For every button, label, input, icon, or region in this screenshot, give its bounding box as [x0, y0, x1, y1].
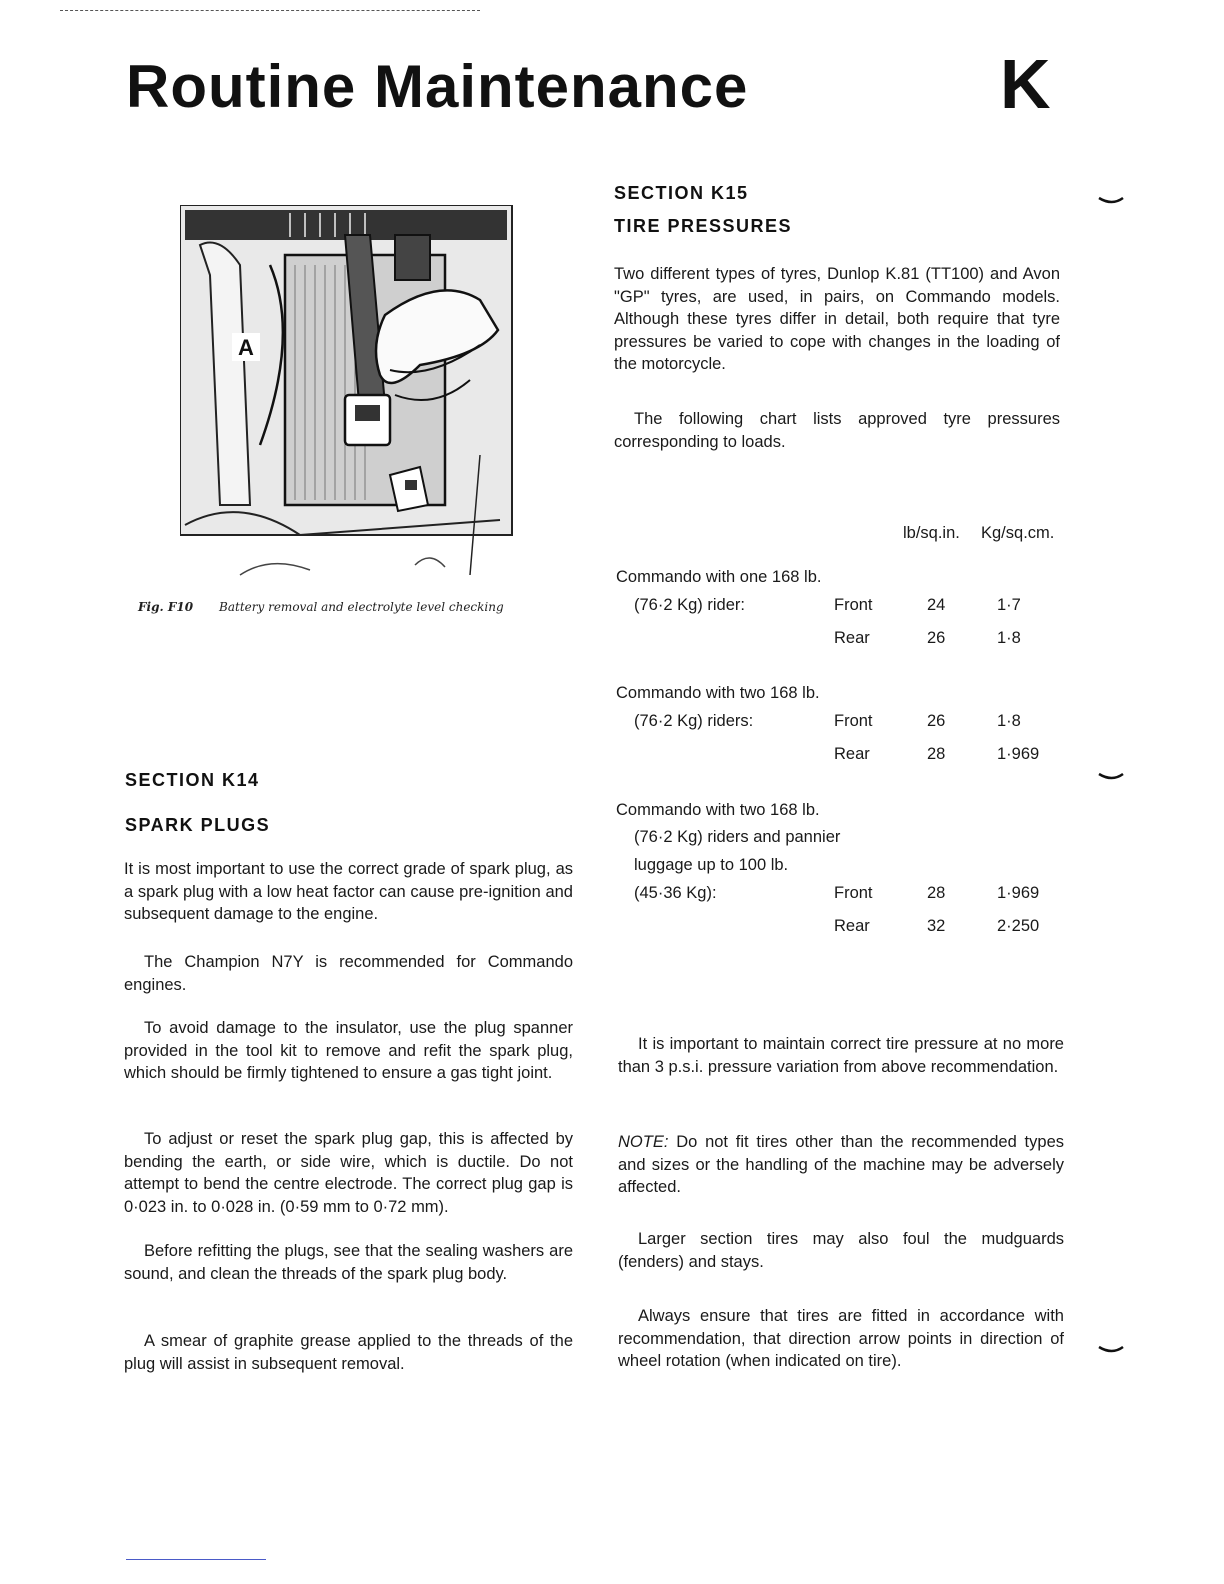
tyre-position: Front: [834, 884, 873, 902]
tyre-position: Rear: [834, 629, 870, 647]
figure-number: Fig. F10: [138, 600, 194, 614]
load-description: Commando with two 168 lb.: [616, 801, 820, 819]
pressure-kg: 1·969: [997, 884, 1040, 902]
tyre-position: Front: [834, 712, 873, 730]
tyre-position: Rear: [834, 745, 870, 763]
note-text: Do not fit tires other than the recommended types and sizes or the handling of the machine may be adversely affected.: [618, 1133, 1064, 1196]
k14-paragraph-6: A smear of graphite grease applied to the threads of the plug will assist in subsequent removal.: [124, 1332, 573, 1373]
figure-caption-text: Battery removal and electrolyte level checking: [219, 600, 504, 614]
unit-header-kg: Kg/sq.cm.: [981, 524, 1055, 542]
pressure-psi: 28: [927, 745, 946, 763]
section-k14-subheading: SPARK PLUGS: [125, 815, 271, 835]
k14-paragraph-5: Before refitting the plugs, see that the sealing washers are sound, and clean the threads of the spark plug body.: [124, 1242, 573, 1283]
section-k15-subheading: TIRE PRESSURES: [614, 216, 793, 236]
pressure-kg: 2·250: [997, 917, 1040, 935]
pressure-psi: 32: [927, 917, 946, 935]
load-description: luggage up to 100 lb.: [634, 856, 789, 874]
section-k15-heading: SECTION K15: [614, 183, 749, 203]
load-description: Commando with two 168 lb.: [616, 684, 820, 702]
k15-paragraph-2: The following chart lists approved tyre pressures corresponding to loads.: [614, 410, 1060, 451]
tyre-position: Front: [834, 596, 873, 614]
figure-label-a: A: [238, 335, 254, 360]
k15-closing-paragraph-2: Always ensure that tires are fitted in accordance with recommendation, that direction arrow points in direction of wheel rotation (when indicated on tire).: [618, 1307, 1064, 1370]
load-description: (76·2 Kg) rider:: [634, 596, 745, 614]
margin-mark: [1098, 772, 1124, 782]
section-k14-heading: SECTION K14: [125, 770, 260, 790]
pressure-kg: 1·7: [997, 596, 1021, 614]
k14-paragraph-1: It is most important to use the correct grade of spark plug, as a spark plug with a low heat factor can cause pre-ignition and subsequent damage to the engine.: [124, 860, 573, 923]
pressure-psi: 28: [927, 884, 946, 902]
pressure-psi: 24: [927, 596, 946, 614]
k14-paragraph-3: To avoid damage to the insulator, use the plug spanner provided in the tool kit to remove and refit the spark plug, which should be firmly tightened to ensure a gas tight joint.: [124, 1019, 573, 1082]
section-letter: K: [1000, 45, 1051, 123]
k15-pressure-variation: It is important to maintain correct tire pressure at no more than 3 p.s.i. pressure variation from above recommendation.: [618, 1035, 1064, 1076]
pressure-psi: 26: [927, 629, 946, 647]
battery-illustration: [180, 205, 515, 585]
pressure-kg: 1·969: [997, 745, 1040, 763]
top-rule: [60, 10, 480, 11]
load-description: (76·2 Kg) riders and pannier: [634, 828, 841, 846]
pressure-kg: 1·8: [997, 629, 1021, 647]
unit-header-psi: lb/sq.in.: [903, 524, 960, 542]
k14-paragraph-4: To adjust or reset the spark plug gap, this is affected by bending the earth, or side wire, which is ductile. Do not attempt to bend the centre electrode. The correct plug gap is 0·023 in. to 0·028 in. (0·59 mm to 0·72 mm).: [124, 1130, 573, 1216]
note-label: NOTE:: [618, 1133, 669, 1151]
pressure-psi: 26: [927, 712, 946, 730]
k15-closing-paragraph-1: Larger section tires may also foul the mudguards (fenders) and stays.: [618, 1230, 1064, 1271]
bottom-rule: [126, 1559, 266, 1560]
pressure-kg: 1·8: [997, 712, 1021, 730]
margin-mark: [1098, 1345, 1124, 1355]
page-title: Routine Maintenance: [126, 53, 749, 120]
load-description: (45·36 Kg):: [634, 884, 717, 902]
k14-paragraph-2: The Champion N7Y is recommended for Commando engines.: [124, 953, 573, 994]
tyre-position: Rear: [834, 917, 870, 935]
figure-caption: [138, 600, 504, 614]
load-description: (76·2 Kg) riders:: [634, 712, 754, 730]
load-description: Commando with one 168 lb.: [616, 568, 822, 586]
margin-mark: [1098, 196, 1124, 206]
k15-paragraph-1: Two different types of tyres, Dunlop K.81 (TT100) and Avon "GP" tyres, are used, in pairs, on Commando models. Although these tyres differ in detail, both require that tyre pressures be varied to cope with changes in the loading of the motorcycle.: [614, 265, 1060, 373]
k15-note: [618, 1131, 1064, 1199]
